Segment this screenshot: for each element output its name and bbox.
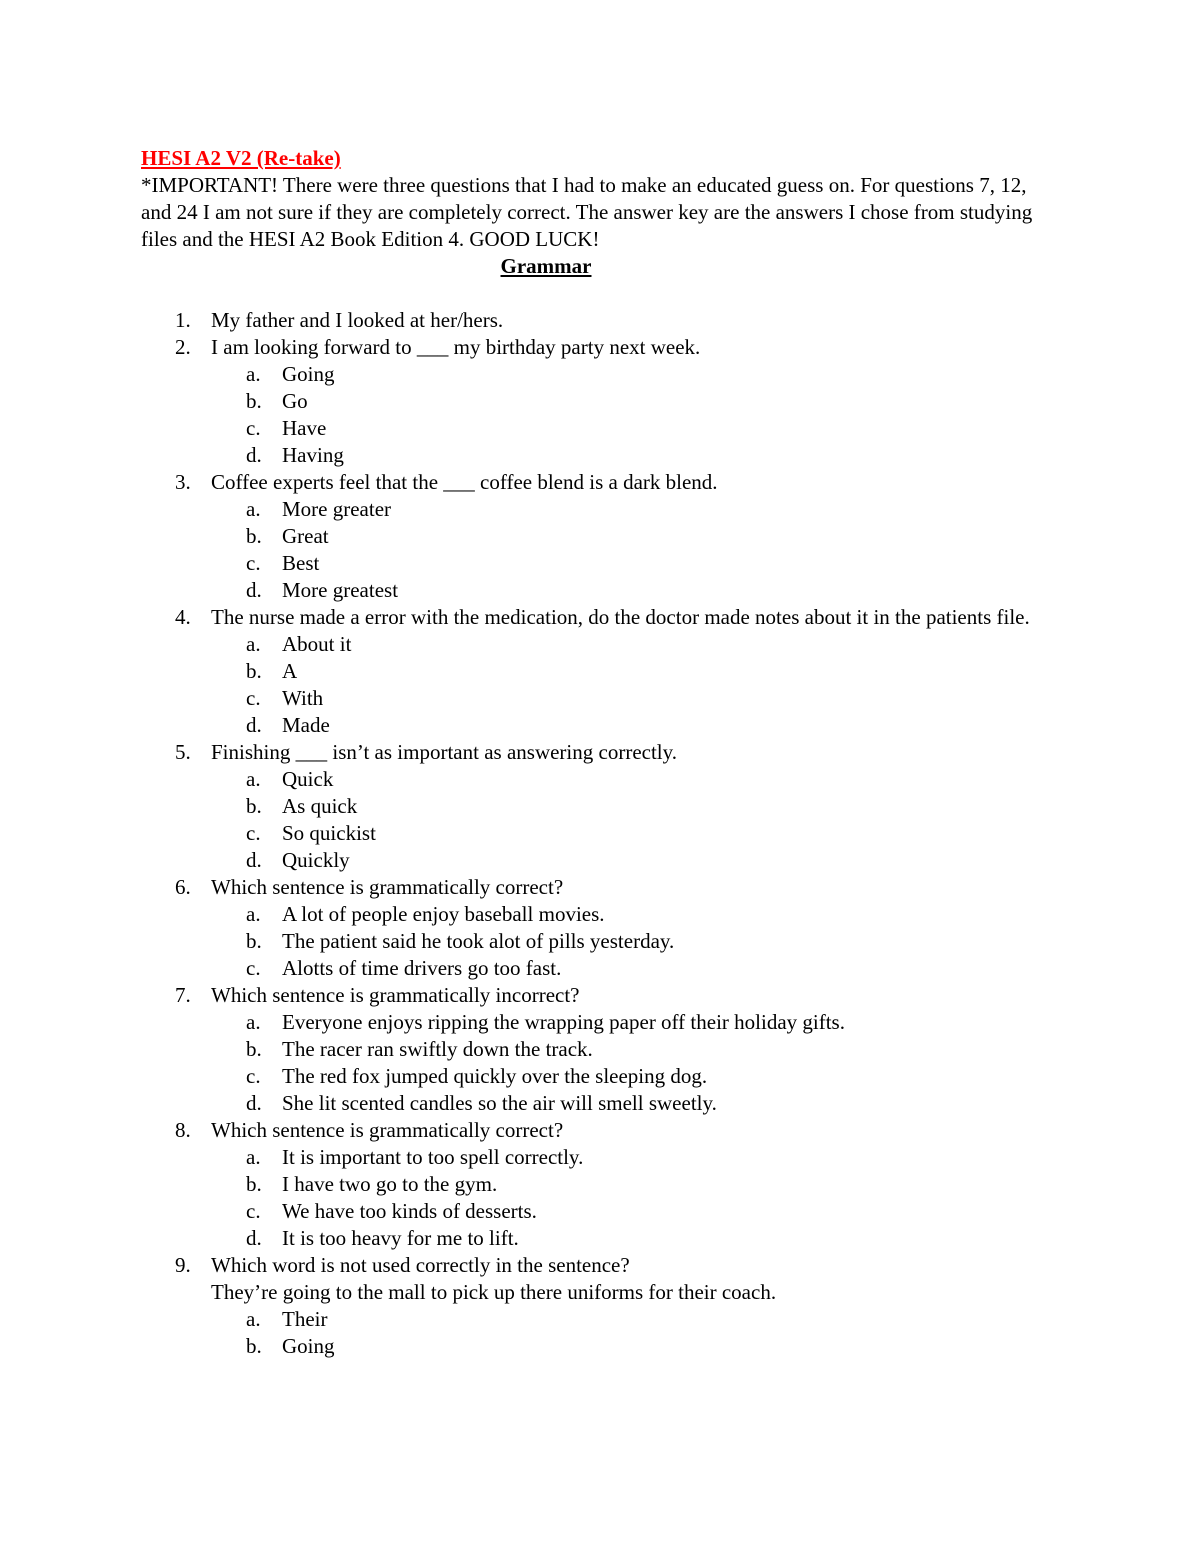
option-letter: d. <box>246 443 262 467</box>
option-text: Have <box>282 416 327 440</box>
answer-option <box>141 631 1061 658</box>
document-title: HESI A2 V2 (Re-take) <box>141 146 341 170</box>
option-letter: b. <box>246 794 262 818</box>
option-text: Having <box>282 443 344 467</box>
question-sentence: They’re going to the mall to pick up there uniforms for their coach. <box>211 1280 777 1304</box>
answer-option <box>141 1171 1061 1198</box>
question-number: 4. <box>175 605 191 629</box>
option-list <box>211 631 1061 739</box>
option-text: Going <box>282 362 335 386</box>
option-text: The red fox jumped quickly over the sleeping dog. <box>282 1064 708 1088</box>
question-text: The nurse made a error with the medication, do the doctor made notes about it in the patients file. <box>211 605 1030 629</box>
option-letter: c. <box>246 1064 261 1088</box>
option-text: Going <box>282 1334 335 1358</box>
question-number: 3. <box>175 470 191 494</box>
option-text: Their <box>282 1307 328 1331</box>
option-text: Quick <box>282 767 334 791</box>
answer-option <box>141 1198 1061 1225</box>
answer-option <box>141 523 1061 550</box>
question-number: 9. <box>175 1253 191 1277</box>
option-text: A lot of people enjoy baseball movies. <box>282 902 605 926</box>
option-text: A <box>282 659 298 683</box>
option-text: More greatest <box>282 578 399 602</box>
answer-option <box>141 820 1061 847</box>
option-letter: a. <box>246 632 261 656</box>
question-item <box>141 307 1061 334</box>
question-list <box>141 307 1061 1360</box>
answer-option <box>141 1063 1061 1090</box>
option-text: It is important to too spell correctly. <box>282 1145 584 1169</box>
question-text: I am looking forward to ___ my birthday party next week. <box>211 335 701 359</box>
answer-option <box>141 577 1061 604</box>
answer-option <box>141 415 1061 442</box>
option-text: We have too kinds of desserts. <box>282 1199 537 1223</box>
option-letter: b. <box>246 524 262 548</box>
option-letter: c. <box>246 1199 261 1223</box>
answer-option <box>141 1225 1061 1252</box>
answer-option <box>141 1090 1061 1117</box>
answer-option <box>141 658 1061 685</box>
option-text: The racer ran swiftly down the track. <box>282 1037 593 1061</box>
answer-option <box>141 442 1061 469</box>
option-letter: c. <box>246 416 261 440</box>
option-text: Great <box>282 524 329 548</box>
option-letter: d. <box>246 1091 262 1115</box>
option-text: Quickly <box>282 848 350 872</box>
question-item <box>141 334 1061 469</box>
option-letter: a. <box>246 902 261 926</box>
answer-option <box>141 1333 1061 1360</box>
option-letter: a. <box>246 1010 261 1034</box>
document-body <box>141 145 1061 1360</box>
option-text: Everyone enjoys ripping the wrapping paper off their holiday gifts. <box>282 1010 845 1034</box>
option-letter: a. <box>246 1307 261 1331</box>
option-letter: b. <box>246 659 262 683</box>
question-item <box>141 874 1061 982</box>
option-letter: a. <box>246 767 261 791</box>
answer-option <box>141 1009 1061 1036</box>
question-item <box>141 1252 1061 1360</box>
option-letter: a. <box>246 497 261 521</box>
option-letter: b. <box>246 929 262 953</box>
option-list <box>211 1009 1061 1117</box>
section-heading: Grammar <box>500 254 592 278</box>
option-text: The patient said he took alot of pills yesterday. <box>282 929 675 953</box>
option-list <box>211 901 1061 982</box>
option-letter: a. <box>246 1145 261 1169</box>
question-text: Which sentence is grammatically correct? <box>211 1118 564 1142</box>
answer-option <box>141 361 1061 388</box>
answer-option <box>141 901 1061 928</box>
option-text: Alotts of time drivers go too fast. <box>282 956 562 980</box>
option-letter: b. <box>246 389 262 413</box>
option-letter: b. <box>246 1334 262 1358</box>
question-item <box>141 1117 1061 1252</box>
option-text: Best <box>282 551 320 575</box>
option-list <box>211 496 1061 604</box>
answer-option <box>141 1144 1061 1171</box>
option-letter: c. <box>246 821 261 845</box>
answer-option <box>141 955 1061 982</box>
question-number: 5. <box>175 740 191 764</box>
option-text: So quickist <box>282 821 376 845</box>
option-text: More greater <box>282 497 392 521</box>
option-letter: c. <box>246 686 261 710</box>
question-item <box>141 739 1061 874</box>
answer-option <box>141 793 1061 820</box>
question-item <box>141 469 1061 604</box>
question-text: Which sentence is grammatically correct? <box>211 875 564 899</box>
answer-option <box>141 766 1061 793</box>
option-list <box>211 1144 1061 1252</box>
answer-option <box>141 388 1061 415</box>
option-text: She lit scented candles so the air will smell sweetly. <box>282 1091 717 1115</box>
question-item <box>141 982 1061 1117</box>
question-text: Which sentence is grammatically incorrect? <box>211 983 580 1007</box>
option-list <box>211 361 1061 469</box>
option-letter: d. <box>246 713 262 737</box>
option-letter: a. <box>246 362 261 386</box>
option-list <box>211 1306 1061 1360</box>
answer-option <box>141 496 1061 523</box>
option-letter: c. <box>246 551 261 575</box>
option-text: Made <box>282 713 330 737</box>
option-list <box>211 766 1061 874</box>
intro-paragraph: *IMPORTANT! There were three questions that I had to make an educated guess on. For questions 7, 12, and 24 I am not sure if they are completely correct. The answer key are the answers I chose from studying files and the HESI A2 Book Edition 4. GOOD LUCK! <box>141 173 1033 251</box>
option-text: Go <box>282 389 308 413</box>
answer-option <box>141 1306 1061 1333</box>
question-text: Finishing ___ isn’t as important as answering correctly. <box>211 740 678 764</box>
option-text: With <box>282 686 324 710</box>
option-letter: b. <box>246 1172 262 1196</box>
question-text: Which word is not used correctly in the sentence? <box>211 1253 630 1277</box>
option-letter: d. <box>246 1226 262 1250</box>
question-text: Coffee experts feel that the ___ coffee blend is a dark blend. <box>211 470 718 494</box>
option-text: It is too heavy for me to lift. <box>282 1226 519 1250</box>
question-number: 7. <box>175 983 191 1007</box>
question-number: 8. <box>175 1118 191 1142</box>
question-number: 2. <box>175 335 191 359</box>
question-text: My father and I looked at her/hers. <box>211 308 504 332</box>
answer-option <box>141 928 1061 955</box>
answer-option <box>141 550 1061 577</box>
option-text: I have two go to the gym. <box>282 1172 498 1196</box>
option-text: About it <box>282 632 352 656</box>
answer-option <box>141 1036 1061 1063</box>
option-letter: c. <box>246 956 261 980</box>
option-letter: d. <box>246 578 262 602</box>
answer-option <box>141 685 1061 712</box>
question-number: 1. <box>175 308 191 332</box>
question-item <box>141 604 1061 739</box>
option-letter: d. <box>246 848 262 872</box>
option-text: As quick <box>282 794 358 818</box>
option-letter: b. <box>246 1037 262 1061</box>
question-number: 6. <box>175 875 191 899</box>
answer-option <box>141 847 1061 874</box>
answer-option <box>141 712 1061 739</box>
